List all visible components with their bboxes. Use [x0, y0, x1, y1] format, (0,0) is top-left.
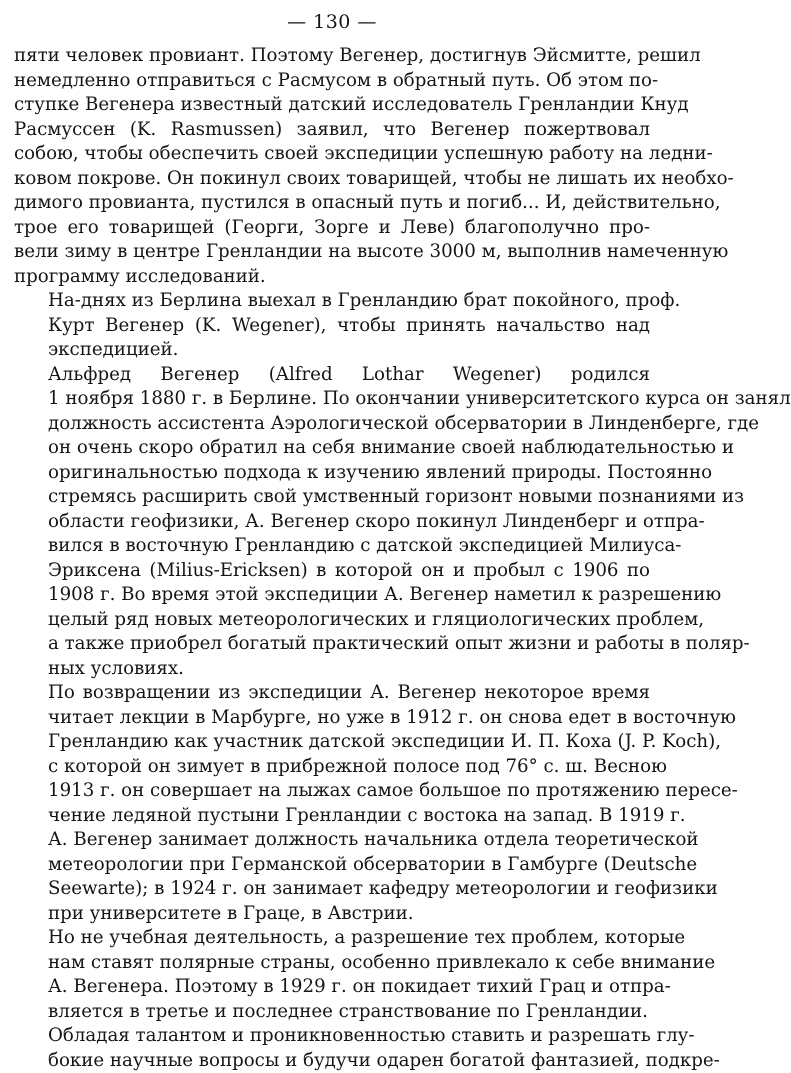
text-line: 1913 г. он совершает на лыжах самое большое по протяжению пересе-: [14, 779, 650, 804]
text-line: вился в восточную Гренландию с датской экспедицией Милиуса-: [14, 534, 650, 559]
text-line: Гренландию как участник датской экспедиции И. П. Коха (J. P. Koch),: [14, 730, 650, 755]
text-line: трое его товарищей (Георги, Зорге и Леве) благополучно про-: [14, 216, 650, 241]
text-line: программу исследований.: [14, 265, 650, 290]
text-line: вели зиму в центре Гренландии на высоте 3000 м, выполнив намеченную: [14, 240, 650, 265]
text-line: бокие научные вопросы и будучи одарен богатой фантазией, подкре-: [14, 1049, 650, 1073]
text-line: пяти человек провиант. Поэтому Вегенер, достигнув Эйсмитте, решил: [14, 44, 650, 69]
text-line: Seewarte); в 1924 г. он занимает кафедру метеорологии и геофизики: [14, 877, 650, 902]
text-line: Альфред Вегенер (Alfred Lothar Wegener) родился: [14, 363, 650, 388]
text-line: нам ставят полярные страны, особенно привлекало к себе внимание: [14, 951, 650, 976]
text-line: вляется в третье и последнее странствование по Гренландии.: [14, 1000, 650, 1025]
text-line: ных условиях.: [14, 657, 650, 682]
text-line: Эриксена (Milius-Ericksen) в которой он и пробыл с 1906 по: [14, 559, 650, 584]
text-line: 1 ноября 1880 г. в Берлине. По окончании университетского курса он занял: [14, 387, 650, 412]
text-line: А. Вегенер занимает должность начальника отдела теоретической: [14, 828, 650, 853]
text-line: ковом покрове. Он покинул своих товарищей, чтобы не лишать их необхо-: [14, 167, 650, 192]
text-line: экспедицией.: [14, 338, 650, 363]
text-line: чение ледяной пустыни Гренландии с востока на запад. В 1919 г.: [14, 804, 650, 829]
text-line: области геофизики, А. Вегенер скоро покинул Линденберг и отпра-: [14, 510, 650, 535]
text-line: с которой он зимует в прибрежной полосе под 76° с. ш. Весною: [14, 755, 650, 780]
text-line: немедленно отправиться с Расмусом в обратный путь. Об этом по-: [14, 69, 650, 94]
paragraph: [14, 926, 650, 1024]
text-line: Но не учебная деятельность, а разрешение тех проблем, которые: [14, 926, 650, 951]
text-line: ступке Вегенера известный датский исследователь Гренландии Кнуд: [14, 93, 650, 118]
paragraph: [14, 289, 650, 363]
text-line: при университете в Граце, в Австрии.: [14, 902, 650, 927]
text-line: он очень скоро обратил на себя внимание своей наблюдательностью и: [14, 436, 650, 461]
page-number: — 130 —: [14, 6, 650, 44]
paragraph: [14, 1024, 650, 1073]
text-line: целый ряд новых метеорологических и гляциологических проблем,: [14, 608, 650, 633]
text-line: метеорологии при Германской обсерватории в Гамбурге (Deutsche: [14, 853, 650, 878]
text-line: димого провианта, пустился в опасный путь и погиб... И, действительно,: [14, 191, 650, 216]
text-line: Курт Вегенер (K. Wegener), чтобы принять начальство над: [14, 314, 650, 339]
text-line: А. Вегенера. Поэтому в 1929 г. он покидает тихий Грац и отпра-: [14, 975, 650, 1000]
text-line: Расмуссен (K. Rasmussen) заявил, что Вегенер пожертвовал: [14, 118, 650, 143]
paragraph: [14, 363, 650, 682]
text-line: На-днях из Берлина выехал в Гренландию брат покойного, проф.: [14, 289, 650, 314]
paragraph: [14, 681, 650, 926]
text-line: оригинальностью подхода к изучению явлений природы. Постоянно: [14, 461, 650, 486]
text-line: а также приобрел богатый практический опыт жизни и работы в поляр-: [14, 632, 650, 657]
text-line: Обладая талантом и проникновенностью ставить и разрешать глу-: [14, 1024, 650, 1049]
text-line: 1908 г. Во время этой экспедиции А. Вегенер наметил к разрешению: [14, 583, 650, 608]
text-line: стремясь расширить свой умственный горизонт новыми познаниями из: [14, 485, 650, 510]
text-line: собою, чтобы обеспечить своей экспедиции успешную работу на ледни-: [14, 142, 650, 167]
text-line: читает лекции в Марбурге, но уже в 1912 г. он снова едет в восточную: [14, 706, 650, 731]
text-line: должность ассистента Аэрологической обсерватории в Линденберге, где: [14, 412, 650, 437]
text-line: По возвращении из экспедиции А. Вегенер некоторое время: [14, 681, 650, 706]
body-text: [14, 44, 650, 1073]
paragraph: [14, 44, 650, 289]
